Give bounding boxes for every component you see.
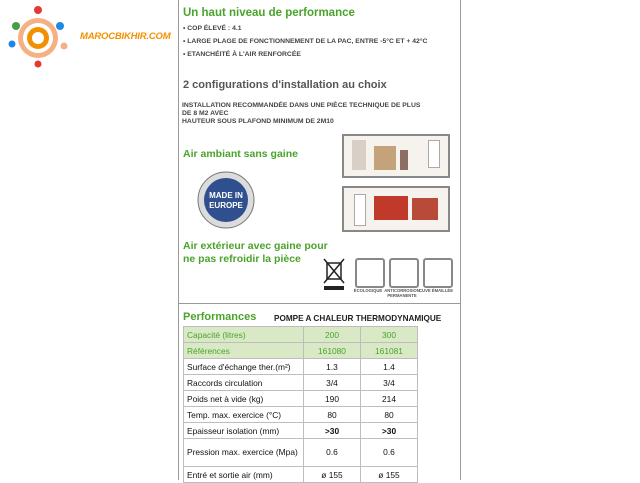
spec-label: Surface d'échange ther.(m²) bbox=[184, 359, 304, 375]
spec-value-300: 1.4 bbox=[361, 359, 418, 375]
bullet-range: • LARGE PLAGE DE FONCTIONNEMENT DE LA PAC, ENTRE -5°C ET + 42°C bbox=[183, 38, 428, 45]
spec-value-200: 200 bbox=[304, 327, 361, 343]
table-row bbox=[184, 343, 418, 359]
table-row bbox=[184, 327, 418, 343]
specs-table bbox=[183, 326, 418, 483]
eco-icon bbox=[355, 258, 385, 288]
spec-label: Entré et sortie air (mm) bbox=[184, 467, 304, 483]
spec-value-200: >30 bbox=[304, 423, 361, 439]
spec-value-200: ø 155 bbox=[304, 467, 361, 483]
logo-flower-icon bbox=[2, 4, 78, 68]
svg-text:EUROPE: EUROPE bbox=[209, 201, 243, 210]
table-row bbox=[184, 407, 418, 423]
sheet-right-border bbox=[460, 0, 461, 480]
spec-value-300: 161081 bbox=[361, 343, 418, 359]
spec-value-300: >30 bbox=[361, 423, 418, 439]
spec-label: Capacité (litres) bbox=[184, 327, 304, 343]
enamel-tank-icon bbox=[423, 258, 453, 288]
spec-value-300: 0.6 bbox=[361, 439, 418, 467]
table-row bbox=[184, 467, 418, 483]
spec-label: Pression max. exercice (Mpa) bbox=[184, 439, 304, 467]
spec-value-200: 161080 bbox=[304, 343, 361, 359]
site-logo[interactable] bbox=[2, 4, 177, 64]
anticorrosion-icon bbox=[389, 258, 419, 288]
spec-value-200: 1.3 bbox=[304, 359, 361, 375]
spec-value-300: 80 bbox=[361, 407, 418, 423]
table-row bbox=[184, 391, 418, 407]
table-row bbox=[184, 359, 418, 375]
bullet-cop: • COP ÉLEVÉ : 4.1 bbox=[183, 25, 242, 32]
config1-illustration bbox=[342, 134, 450, 178]
install-heading: 2 configurations d'installation au choix bbox=[183, 79, 387, 91]
spec-label: Epaisseur isolation (mm) bbox=[184, 423, 304, 439]
enamel-tank-caption: CUVE ÉMAILLÉE bbox=[419, 288, 453, 293]
config2-illustration bbox=[342, 186, 450, 232]
spec-value-300: ø 155 bbox=[361, 467, 418, 483]
spec-label: Références bbox=[184, 343, 304, 359]
spec-value-200: 0.6 bbox=[304, 439, 361, 467]
weee-bin-icon bbox=[322, 257, 346, 291]
sheet-left-border bbox=[178, 0, 179, 480]
spec-value-300: 214 bbox=[361, 391, 418, 407]
spec-value-300: 3/4 bbox=[361, 375, 418, 391]
spec-value-200: 190 bbox=[304, 391, 361, 407]
performances-subtitle: POMPE A CHALEUR THERMODYNAMIQUE bbox=[274, 314, 442, 323]
eco-caption: ÉCOLOGIQUE bbox=[353, 288, 383, 293]
install-note: INSTALLATION RECOMMANDÉE DANS UNE PIÈCE TECHNIQUE DE PLUS DE 8 M2 AVEC HAUTEUR SOUS PLAFOND MINIMUM DE 2M10 bbox=[182, 102, 421, 125]
table-row bbox=[184, 423, 418, 439]
config1-heading: Air ambiant sans gaine bbox=[183, 148, 298, 160]
performance-heading: Un haut niveau de performance bbox=[183, 7, 355, 19]
made-in-europe-badge bbox=[197, 171, 255, 229]
bullet-airtight: • ETANCHÉITÉ À L'AIR RENFORCÉE bbox=[183, 51, 301, 58]
spec-value-300: 300 bbox=[361, 327, 418, 343]
config2-heading: Air extérieur avec gaine pour ne pas refroidir la pièce bbox=[183, 240, 328, 265]
spec-label: Temp. max. exercice (°C) bbox=[184, 407, 304, 423]
spec-label: Poids net à vide (kg) bbox=[184, 391, 304, 407]
logo-text: MAROCBIKHIR.COM bbox=[80, 31, 171, 42]
spec-value-200: 80 bbox=[304, 407, 361, 423]
performances-title: Performances bbox=[183, 311, 257, 323]
spec-label: Raccords circulation bbox=[184, 375, 304, 391]
table-row bbox=[184, 375, 418, 391]
section-divider bbox=[178, 303, 461, 304]
spec-value-200: 3/4 bbox=[304, 375, 361, 391]
table-row bbox=[184, 439, 418, 467]
anticorrosion-caption: ANTICORROSION PERMANENTE bbox=[384, 288, 420, 298]
svg-text:MADE IN: MADE IN bbox=[209, 191, 243, 200]
